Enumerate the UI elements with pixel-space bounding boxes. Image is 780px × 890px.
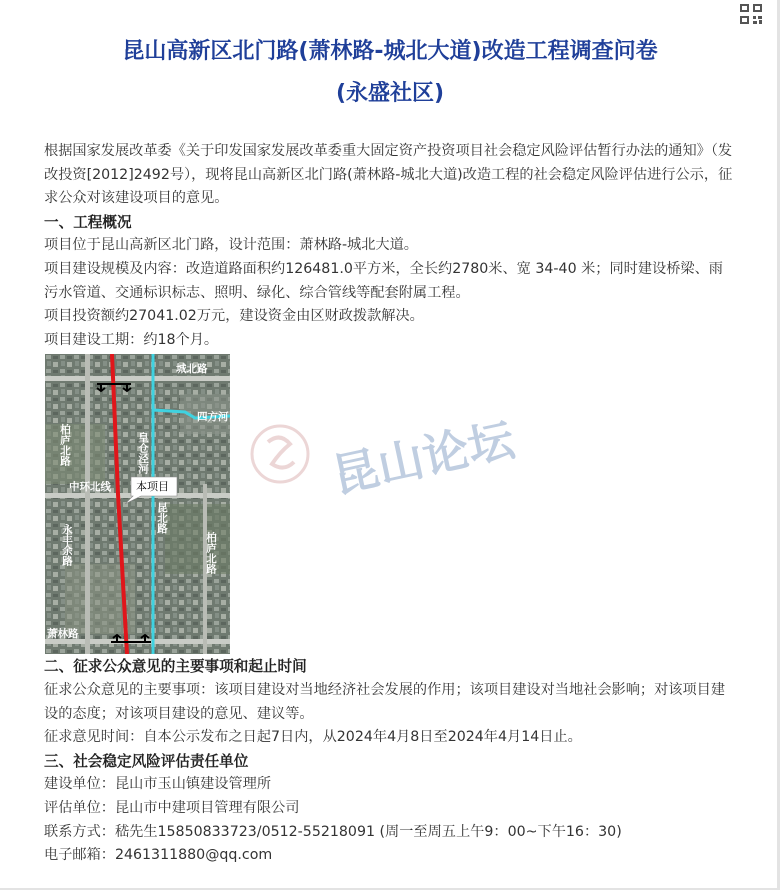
project-location: 项目位于昆山高新区北门路，设计范围：萧林路-城北大道。 [44, 237, 418, 254]
assessor-unit: 评估单位：昆山市中建项目管理有限公司 [44, 799, 300, 816]
section-1-heading: 一、工程概况 [44, 213, 132, 231]
contact-info: 联系方式：嵇先生15850833723/0512-55218091 (周一至周五上午9：00~下午16：30) [44, 823, 622, 840]
builder-unit: 建设单位：昆山市玉山镇建设管理所 [44, 776, 272, 793]
article-body [44, 140, 734, 868]
map-label-bailu-north-road-left-vertical: 柏庐北路 [59, 424, 71, 467]
project-location-map [45, 354, 230, 654]
project-investment: 项目投资额约27041.02万元，建设资金由区财政拨款解决。 [44, 308, 424, 325]
intro-paragraph: 根据国家发展改革委《关于印发国家发展改革委重大固定资产投资项目社会稳定风险评估暂行办法的通知》（发改投资[2012]2492号），现将昆山高新区北门路(萧林路-城北大道)改造工程的社会稳定风险评估进行公示，征求公众对该建设项目的意见。 [44, 143, 733, 207]
project-scale: 项目建设规模及内容：改造道路面积约126481.0平方米，全长约2780米、宽 34-40 米；同时建设桥梁、雨污水管道、交通标识标志、照明、绿化、综合管线等配套附属工程。 [44, 260, 723, 301]
section-3-heading: 三、社会稳定风险评估责任单位 [44, 752, 249, 770]
map-label-xiaolin-road: 萧林路 [47, 628, 79, 641]
contact-email: 电子邮箱：2461311880@qq.com [44, 847, 273, 864]
qr-code-icon[interactable] [740, 4, 762, 24]
consultation-time: 征求意见时间：自本公示发布之日起7日内，从2024年4月8日至2024年4月14日止。 [44, 729, 582, 746]
consultation-items: 征求公众意见的主要事项：该项目建设对当地经济社会发展的作用；该项目建设对当地社会影响；对该项目建设的态度；对该项目建设的意见、建议等。 [44, 681, 726, 722]
map-label-this-project: 本项目 [136, 480, 169, 494]
page-subtitle: (永盛社区) [335, 81, 445, 106]
map-label-bailu-north-road-right: 柏庐北路 [205, 532, 217, 575]
watermark-text: 昆山论坛 [327, 412, 519, 502]
map-label-kunbei-road: 昆北路 [156, 502, 168, 534]
map-label-chengbei-road: 城北路 [176, 363, 208, 376]
map-label-sifang-river: 四方河 [197, 411, 229, 424]
project-period: 项目建设工期：约18个月。 [44, 331, 219, 348]
map-label-huangcang-river: 皇仓泾河 [137, 432, 149, 475]
section-2-heading: 二、征求公众意见的主要事项和起止时间 [44, 658, 307, 676]
map-label-yongfengyu-road: 永丰余路 [61, 524, 73, 567]
map-label-zhonghuan-north: 中环北线 [69, 481, 111, 494]
page-title: 昆山高新区北门路(萧林路-城北大道)改造工程调查问卷 [122, 39, 658, 64]
